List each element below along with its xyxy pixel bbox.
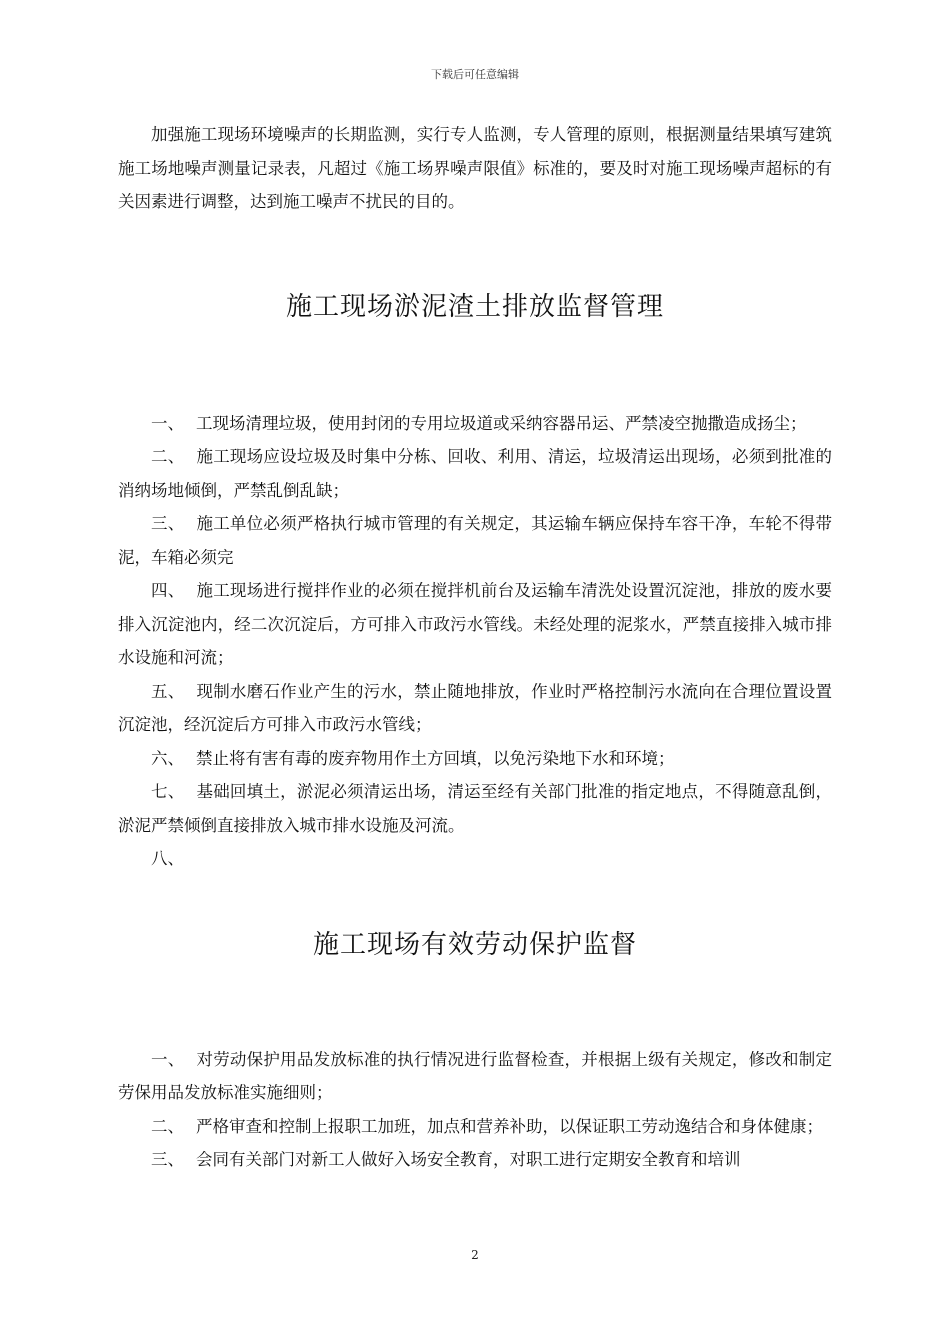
- item-text: 禁止将有害有毒的废弃物用作土方回填，以免污染地下水和环境；: [196, 748, 675, 768]
- list-item: [118, 1143, 832, 1177]
- document-body: [118, 118, 832, 1177]
- item-number: 四、: [151, 581, 185, 600]
- page-header-note: 下载后可任意编辑: [431, 68, 519, 81]
- list-item: [118, 842, 832, 876]
- list-item: [118, 775, 832, 842]
- item-text: 会同有关部门对新工人做好入场安全教育，对职工进行定期安全教育和培训: [196, 1150, 741, 1169]
- item-text: 工现场清理垃圾，使用封闭的专用垃圾道或采纳容器吊运、严禁凌空抛撒造成扬尘；: [196, 413, 807, 433]
- list-item: [118, 742, 832, 776]
- section-sludge-list: [118, 407, 832, 876]
- list-item: [118, 440, 832, 507]
- item-number: 二、: [151, 1116, 184, 1136]
- page-number: 2: [471, 1248, 479, 1262]
- item-text: 对劳动保护用品发放标准的执行情况进行监督检查，并根据上级有关规定，修改和制定劳保用品发放标准实施细则；: [118, 1049, 833, 1102]
- item-text: 基础回填土，淤泥必须清运出场，清运至经有关部门批准的指定地点，不得随意乱倒，淤泥严禁倾倒直接排放入城市排水设施及河流。: [118, 782, 833, 835]
- item-text: 施工现场进行搅拌作业的必须在搅拌机前台及运输车清洗处设置沉淀池，排放的废水要排入沉淀池内，经二次沉淀后，方可排入市政污水管线。未经处理的泥浆水，严禁直接排入城市排水设施和河流；: [118, 581, 833, 667]
- list-item: [118, 407, 832, 441]
- item-number: 三、: [151, 514, 185, 533]
- item-text: 施工现场应设垃圾及时集中分栋、回收、利用、清运，垃圾清运出现场，必须到批准的消纳场地倾倒，严禁乱倒乱缺；: [118, 447, 833, 500]
- item-text: 施工单位必须严格执行城市管理的有关规定，其运输车辆应保持车容干净，车轮不得带泥，车箱必须完: [118, 514, 833, 567]
- list-item: [118, 574, 832, 675]
- item-text: 现制水磨石作业产生的污水，禁止随地排放，作业时严格控制污水流向在合理位置设置沉淀池，经沉淀后方可排入市政污水管线；: [118, 681, 833, 734]
- item-number: 五、: [151, 681, 185, 701]
- item-number: 八、: [151, 849, 184, 868]
- item-number: 六、: [151, 748, 184, 768]
- list-item: [118, 507, 832, 574]
- item-number: 一、: [151, 1049, 185, 1069]
- item-number: 三、: [151, 1150, 184, 1169]
- list-item: [118, 675, 832, 742]
- item-text: 严格审查和控制上报职工加班，加点和营养补助，以保证职工劳动逸结合和身体健康；: [196, 1116, 823, 1136]
- item-number: 二、: [151, 447, 185, 466]
- section-title-labor-protection: 施工现场有效劳动保护监督: [312, 929, 637, 960]
- list-item: [118, 1043, 832, 1110]
- section-labor-protection-list: [118, 1043, 832, 1177]
- list-item: [118, 1110, 832, 1144]
- item-number: 一、: [151, 413, 184, 433]
- section-title-sludge: 施工现场淤泥渣土排放监督管理: [285, 291, 664, 322]
- intro-paragraph: 加强施工现场环境噪声的长期监测，实行专人监测，专人管理的原则，根据测量结果填写建筑施工场地噪声测量记录表，凡超过《施工场界噪声限值》标准的，要及时对施工现场噪声超标的有关因素进行调整，达到施工噪声不扰民的目的。: [118, 125, 832, 211]
- item-number: 七、: [151, 782, 185, 801]
